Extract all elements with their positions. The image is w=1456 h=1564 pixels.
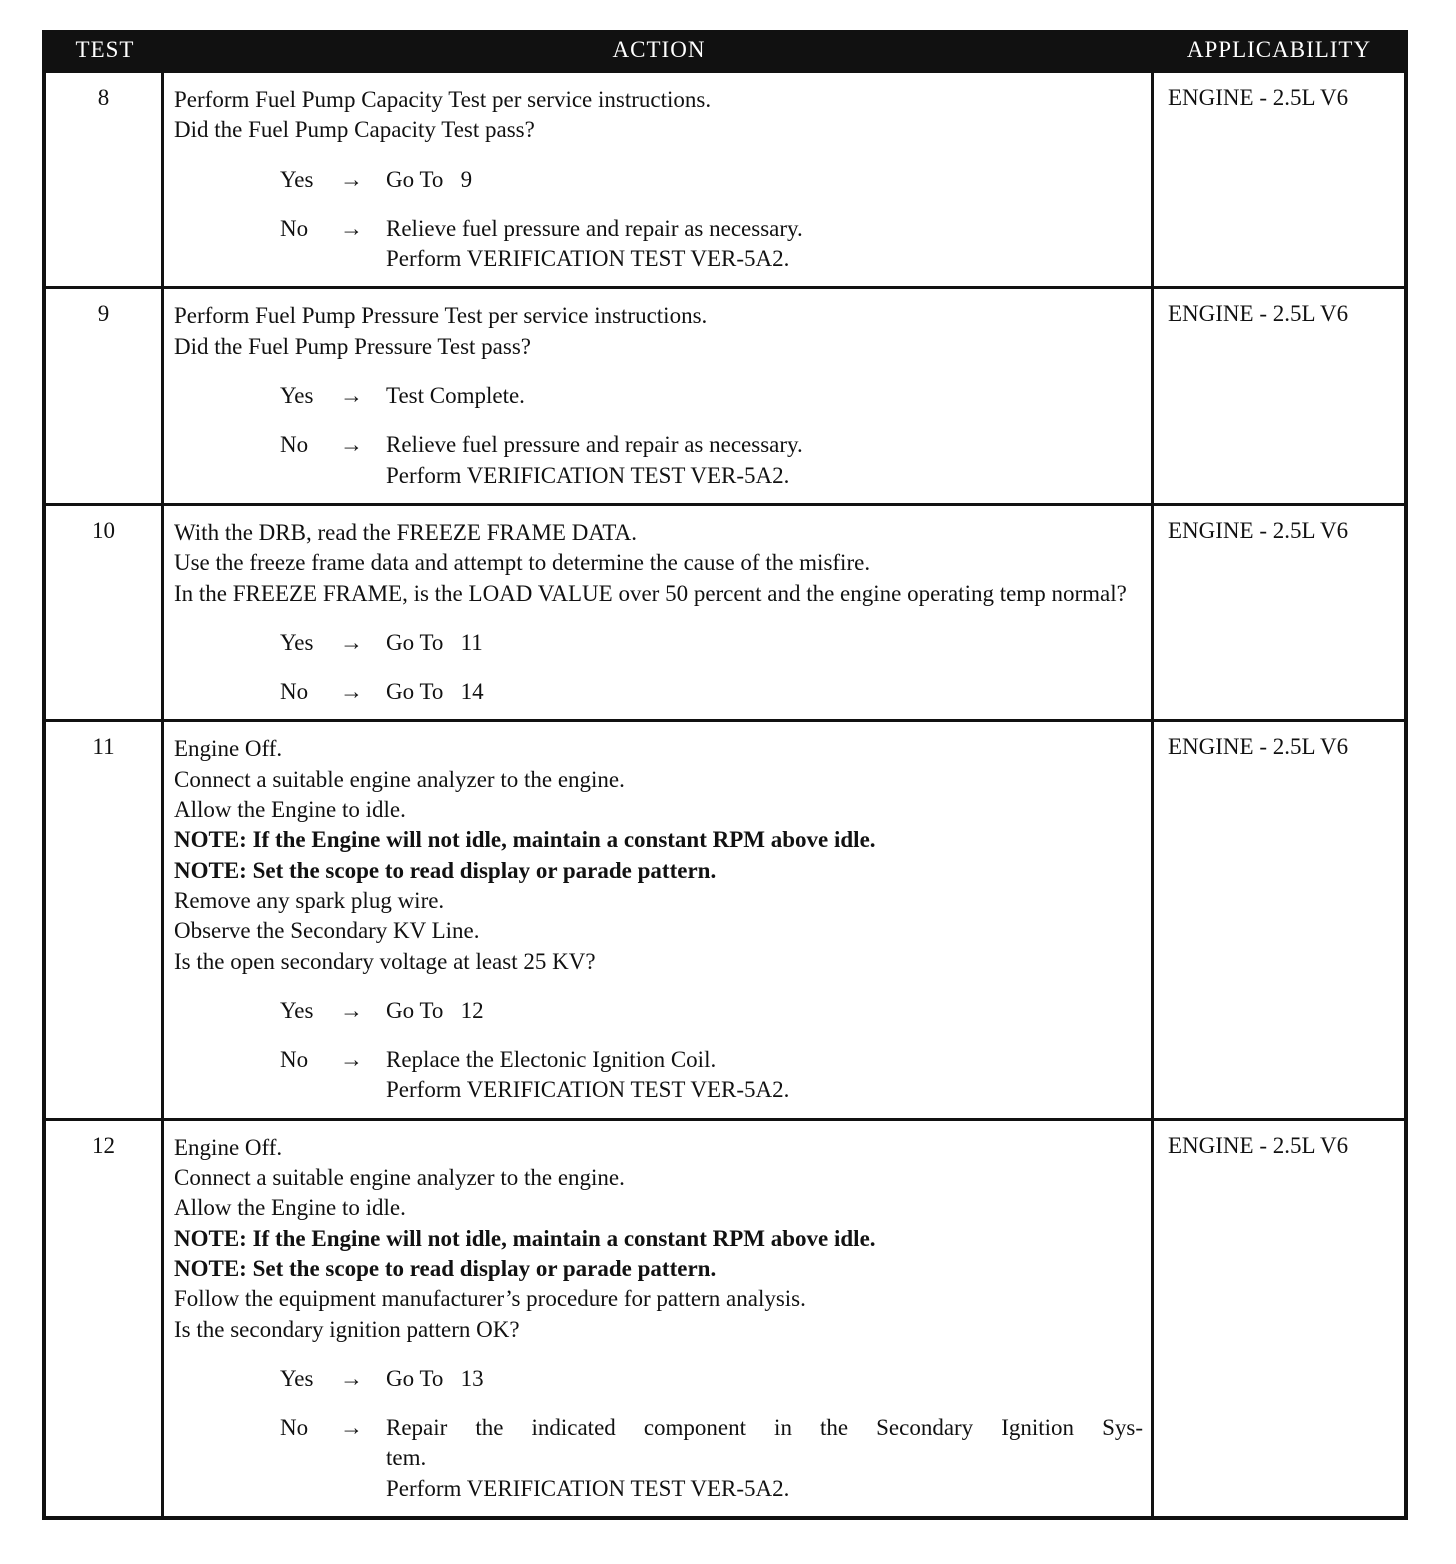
- no-result: Relieve fuel pressure and repair as necessary.: [386, 432, 803, 458]
- choices: [174, 996, 1143, 1106]
- no-result: Go To 14: [386, 679, 484, 705]
- action-line: Perform Fuel Pump Pressure Test per service instructions.: [174, 303, 708, 329]
- action-line: Allow the Engine to idle.: [174, 797, 406, 823]
- arrow-right-icon: →: [340, 383, 363, 409]
- action-line: Observe the Secondary KV Line.: [174, 918, 480, 944]
- yes-label: Yes: [280, 629, 314, 655]
- header-applicability: APPLICABILITY: [1186, 37, 1372, 62]
- arrow-right-icon: →: [340, 1365, 363, 1391]
- action-line: With the DRB, read the FREEZE FRAME DATA.: [174, 519, 637, 545]
- note-line: NOTE: If the Engine will not idle, maintain a constant RPM above idle.: [174, 827, 876, 853]
- choices: [174, 381, 1143, 491]
- table-header: [46, 30, 1404, 70]
- yes-result: Test Complete.: [386, 383, 525, 409]
- action-cell: [164, 1121, 1154, 1516]
- yes-choice: [280, 381, 1143, 411]
- no-choice: [280, 677, 1143, 707]
- test-number: 10: [46, 506, 164, 719]
- arrow-right-icon: →: [340, 432, 363, 458]
- applicability: ENGINE - 2.5L V6: [1168, 301, 1349, 327]
- no-result: Perform VERIFICATION TEST VER-5A2.: [386, 462, 790, 488]
- table-row: [46, 286, 1404, 502]
- action-line: Use the freeze frame data and attempt to determine the cause of the misfire.: [174, 550, 871, 576]
- applicability: ENGINE - 2.5L V6: [1168, 85, 1349, 110]
- action-cell: [164, 289, 1154, 502]
- action-line: Engine Off.: [174, 736, 283, 762]
- applicability: ENGINE - 2.5L V6: [1168, 734, 1349, 760]
- no-result: Perform VERIFICATION TEST VER-5A2.: [386, 246, 790, 272]
- choices: [174, 628, 1143, 708]
- no-choice: [280, 430, 1143, 491]
- action-line: Connect a suitable engine analyzer to the engine.: [174, 766, 625, 792]
- action-line: Is the open secondary voltage at least 25 KV?: [174, 948, 596, 974]
- arrow-right-icon: →: [340, 166, 363, 192]
- yes-choice: [280, 1364, 1143, 1394]
- note-line: NOTE: Set the scope to read display or parade pattern.: [174, 857, 717, 883]
- arrow-right-icon: →: [340, 1047, 363, 1073]
- action-line: Remove any spark plug wire.: [174, 887, 445, 913]
- test-number: 8: [46, 73, 164, 286]
- test-number: 12: [46, 1121, 164, 1516]
- test-number: 11: [46, 722, 164, 1117]
- table-row: [46, 1118, 1404, 1516]
- action-cell: [164, 722, 1154, 1117]
- action-line: Is the secondary ignition pattern OK?: [174, 1316, 520, 1342]
- choices: [174, 1364, 1143, 1504]
- no-choice: [280, 1045, 1143, 1106]
- yes-result: Go To 9: [386, 166, 473, 192]
- yes-result: Go To 12: [386, 997, 484, 1023]
- no-result: Perform VERIFICATION TEST VER-5A2.: [386, 1077, 790, 1103]
- header-action: ACTION: [612, 37, 706, 62]
- no-label: No: [280, 215, 309, 241]
- yes-label: Yes: [280, 383, 314, 409]
- no-choice: [280, 214, 1143, 275]
- no-label: No: [280, 432, 309, 458]
- header-test: TEST: [75, 37, 135, 62]
- yes-result: Go To 13: [386, 1365, 484, 1391]
- action-cell: [164, 73, 1154, 286]
- yes-label: Yes: [280, 997, 314, 1023]
- arrow-right-icon: →: [340, 629, 363, 655]
- yes-result: Go To 11: [386, 629, 483, 655]
- no-label: No: [280, 1047, 309, 1073]
- no-label: No: [280, 679, 309, 705]
- no-result: tem.: [386, 1445, 427, 1471]
- diagnostic-test-table: [42, 30, 1408, 1520]
- no-result: Repair the indicated component in the Secondary Ignition Sys-: [386, 1415, 1143, 1441]
- no-choice: [280, 1413, 1143, 1504]
- arrow-right-icon: →: [340, 997, 363, 1023]
- yes-choice: [280, 996, 1143, 1026]
- action-line: In the FREEZE FRAME, is the LOAD VALUE over 50 percent and the engine operating temp normal?: [174, 580, 1127, 606]
- arrow-right-icon: →: [340, 215, 363, 241]
- test-number: 9: [46, 289, 164, 502]
- action-line: Did the Fuel Pump Capacity Test pass?: [174, 117, 535, 143]
- action-line: Follow the equipment manufacturer’s procedure for pattern analysis.: [174, 1286, 806, 1312]
- no-result: Replace the Electonic Ignition Coil.: [386, 1047, 717, 1073]
- action-cell: [164, 506, 1154, 719]
- note-line: NOTE: Set the scope to read display or parade pattern.: [174, 1255, 717, 1281]
- action-line: Perform Fuel Pump Capacity Test per service instructions.: [174, 87, 712, 112]
- action-line: Connect a suitable engine analyzer to the engine.: [174, 1165, 625, 1191]
- action-line: Allow the Engine to idle.: [174, 1195, 406, 1221]
- yes-label: Yes: [280, 1365, 314, 1391]
- arrow-right-icon: →: [340, 1415, 363, 1441]
- applicability: ENGINE - 2.5L V6: [1168, 1132, 1349, 1158]
- action-line: Did the Fuel Pump Pressure Test pass?: [174, 333, 531, 359]
- choices: [174, 165, 1143, 275]
- table-row: [46, 503, 1404, 719]
- table-row: [46, 70, 1404, 286]
- note-line: NOTE: If the Engine will not idle, maintain a constant RPM above idle.: [174, 1225, 876, 1251]
- no-result: Perform VERIFICATION TEST VER-5A2.: [386, 1475, 790, 1501]
- yes-choice: [280, 628, 1143, 658]
- table-row: [46, 719, 1404, 1117]
- no-label: No: [280, 1415, 309, 1441]
- arrow-right-icon: →: [340, 679, 363, 705]
- applicability: ENGINE - 2.5L V6: [1168, 517, 1349, 543]
- no-result: Relieve fuel pressure and repair as necessary.: [386, 215, 803, 241]
- yes-label: Yes: [280, 166, 314, 192]
- yes-choice: [280, 165, 1143, 195]
- action-line: Engine Off.: [174, 1134, 283, 1160]
